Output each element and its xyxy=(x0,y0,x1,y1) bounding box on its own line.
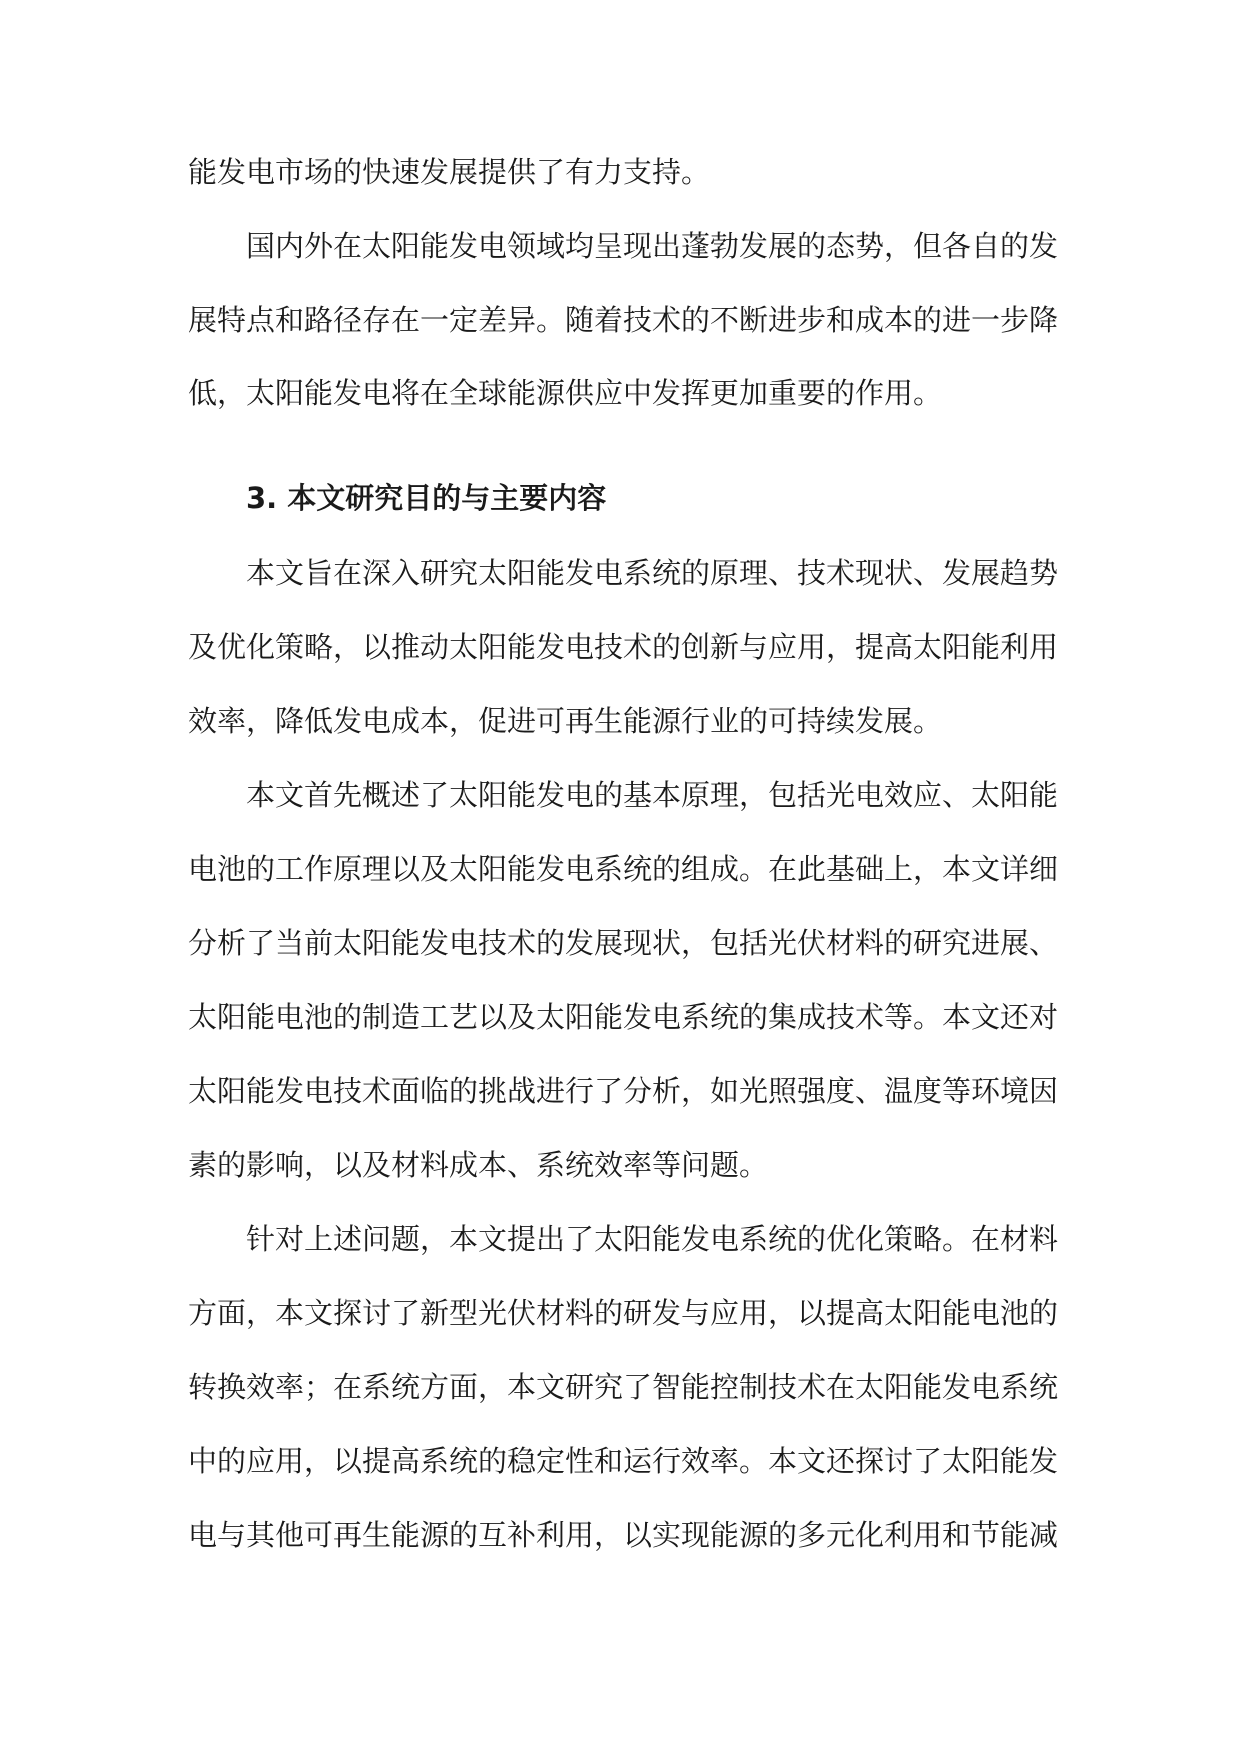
paragraph-line: 国内外在太阳能发电领域均呈现出蓬勃发展的态势，但各自的发 xyxy=(246,229,1059,263)
paragraph-line: 针对上述问题，本文提出了太阳能发电系统的优化策略。在材料 xyxy=(246,1222,1059,1256)
paragraph-line: 效率，降低发电成本，促进可再生能源行业的可持续发展。 xyxy=(188,704,943,738)
paragraph-line: 素的影响，以及材料成本、系统效率等问题。 xyxy=(188,1148,769,1182)
paragraph-line: 及优化策略，以推动太阳能发电技术的创新与应用，提高太阳能利用 xyxy=(188,630,1059,664)
paragraph-line: 本文首先概述了太阳能发电的基本原理，包括光电效应、太阳能 xyxy=(246,778,1059,812)
paragraph-line: 分析了当前太阳能发电技术的发展现状，包括光伏材料的研究进展、 xyxy=(188,926,1059,960)
paragraph-line: 电池的工作原理以及太阳能发电系统的组成。在此基础上，本文详细 xyxy=(188,852,1059,886)
paragraph-line: 展特点和路径存在一定差异。随着技术的不断进步和成本的进一步降 xyxy=(188,303,1059,337)
paragraph-line: 转换效率；在系统方面，本文研究了智能控制技术在太阳能发电系统 xyxy=(188,1370,1059,1404)
paragraph-line: 太阳能发电技术面临的挑战进行了分析，如光照强度、温度等环境因 xyxy=(188,1074,1059,1108)
paragraph-line: 能发电市场的快速发展提供了有力支持。 xyxy=(188,155,711,189)
paragraph-line: 中的应用，以提高系统的稳定性和运行效率。本文还探讨了太阳能发 xyxy=(188,1444,1059,1478)
section-heading: 3. 本文研究目的与主要内容 xyxy=(246,481,607,515)
paragraph-line: 方面，本文探讨了新型光伏材料的研发与应用，以提高太阳能电池的 xyxy=(188,1296,1059,1330)
paragraph-line: 电与其他可再生能源的互补利用，以实现能源的多元化利用和节能减 xyxy=(188,1518,1059,1552)
paragraph-line: 低，太阳能发电将在全球能源供应中发挥更加重要的作用。 xyxy=(188,376,943,410)
paragraph-line: 本文旨在深入研究太阳能发电系统的原理、技术现状、发展趋势 xyxy=(246,556,1059,590)
paragraph-line: 太阳能电池的制造工艺以及太阳能发电系统的集成技术等。本文还对 xyxy=(188,1000,1059,1034)
